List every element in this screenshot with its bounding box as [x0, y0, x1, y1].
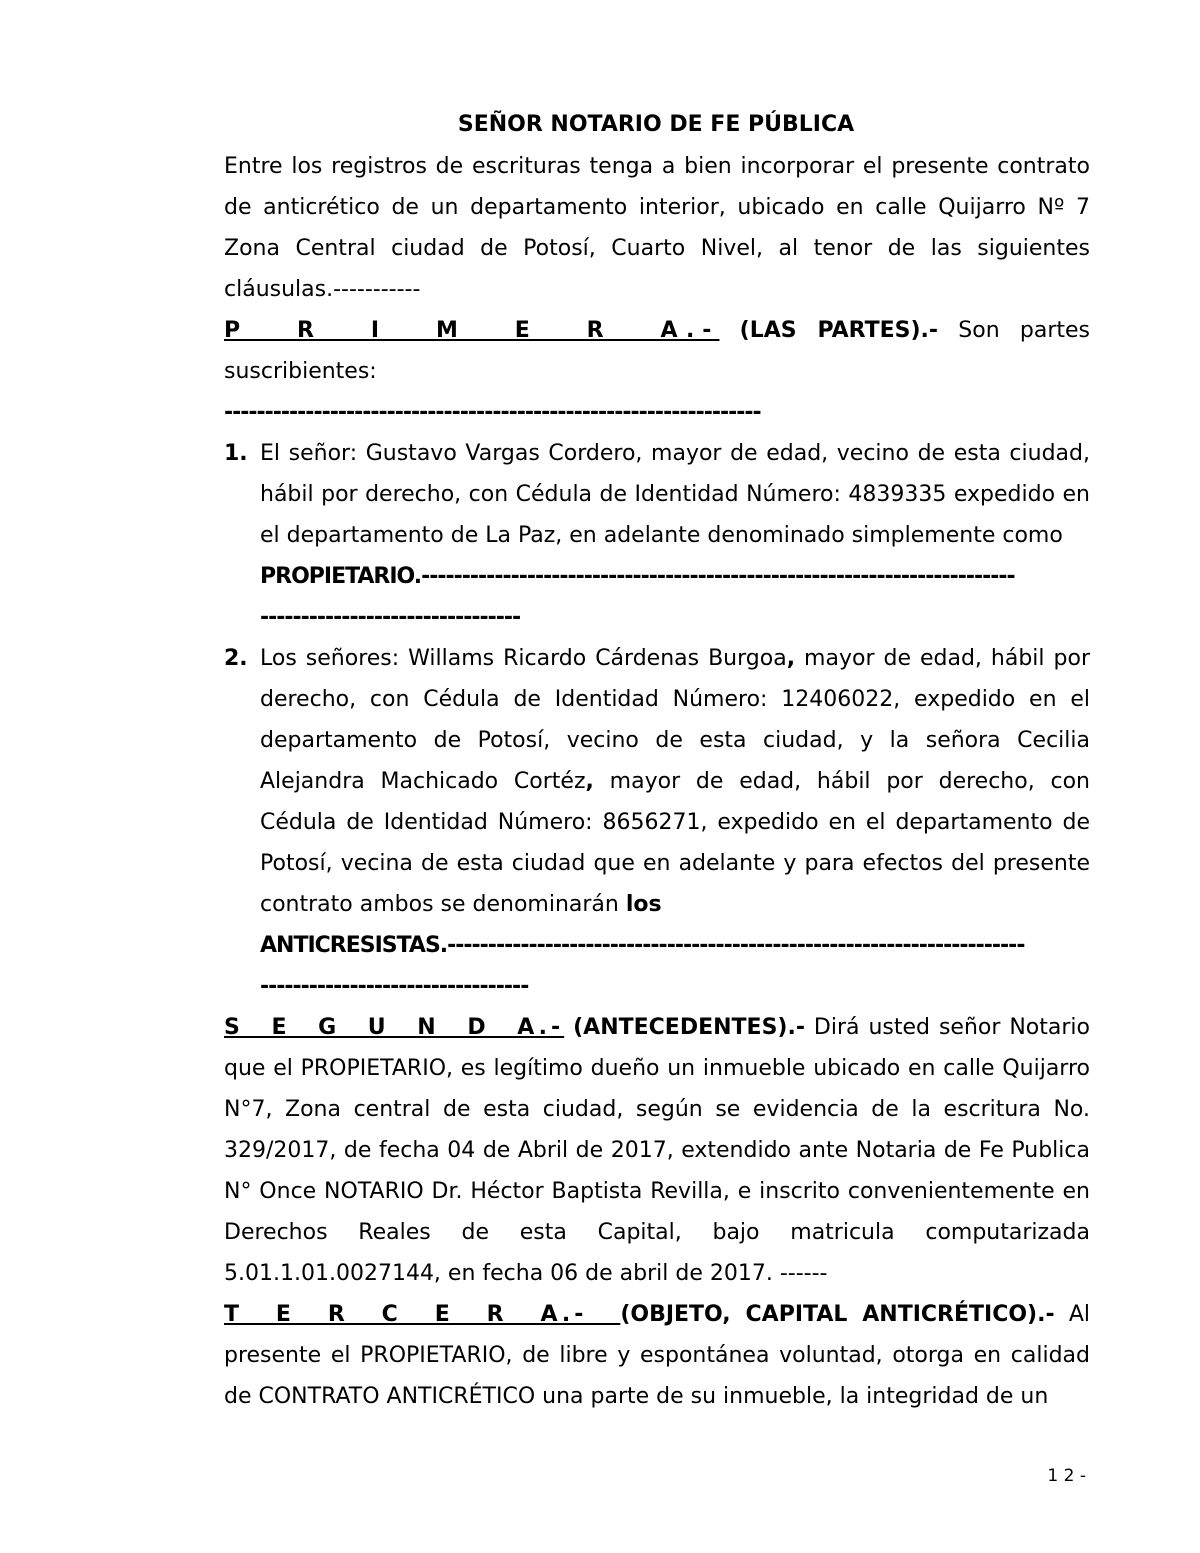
- party-2-description: mayor de edad, hábil por derecho, con Cédula de Identidad Número: 12406022, expedido en el departamento de Potosí, vecino de esta ciudad, y la señora Cecilia Alejandra Machicado Cortéz: [260, 646, 1090, 794]
- party-2-role: ANTICRESISTAS: [260, 933, 440, 958]
- clause-tercera: [224, 1294, 1090, 1417]
- party-item-text: Los señores: Willams Ricardo Cárdenas Burgoa, mayor de edad, hábil por derecho, con Cédula de Identidad Número: 12406022, expedido en el departamento de Potosí, vecino de esta ciudad, y la señora Cecilia Alejandra Machicado Cortéz, mayor de edad, hábil por derecho, con Cédula de Identidad Número: 8656271, expedido en el departamento de Potosí, vecina de esta ciudad que en adelante y para efectos del presente contrato ambos se denominarán los: [260, 646, 1090, 917]
- clause-tercera-subtitle: (OBJETO, CAPITAL ANTICRÉTICO).-: [620, 1302, 1055, 1327]
- party-1-description: El señor: Gustavo Vargas Cordero, mayor de edad, vecino de esta ciudad, hábil por derecho, con Cédula de Identidad Número: 4839335 expedido en el departamento de La Paz, en adelante denominado simplemente como: [260, 441, 1090, 548]
- clause-primera-text: Son partes suscribientes:: [224, 318, 1090, 384]
- party-item-2: [224, 638, 1090, 1007]
- clause-primera-subtitle: (LAS PARTES).-: [739, 318, 939, 343]
- party-2-dashes: .-----------------------------------------------------------------------: [439, 933, 1025, 958]
- document-title: SEÑOR NOTARIO DE FE PÚBLICA: [457, 112, 855, 137]
- party-2-dashes-2: ---------------------------------: [260, 974, 529, 999]
- clause-segunda-subtitle: (ANTECEDENTES).-: [573, 1015, 805, 1040]
- party-1-role-line: [260, 556, 1090, 597]
- clause-primera-dashes: ------------------------------------------------------------------: [224, 400, 761, 425]
- document-body: [224, 146, 1090, 1417]
- clause-tercera-text: Al presente el PROPIETARIO, de libre y espontánea voluntad, otorga en calidad de CONTRATO ANTICRÉTICO una parte de su inmueble, la integridad de un: [224, 1302, 1090, 1409]
- clause-segunda-heading: S E G U N D A.-: [224, 1015, 565, 1040]
- party-1-dashes-2: --------------------------------: [260, 605, 521, 630]
- party-2-role-article: los: [625, 892, 662, 917]
- party-1-dashes: .-------------------------------------------------------------------------: [413, 564, 1015, 589]
- intro-paragraph: Entre los registros de escrituras tenga a bien incorporar el presente contrato de anticrético de un departamento interior, ubicado en calle Quijarro Nº 7 Zona Central ciudad de Potosí, Cuarto Nivel, al tenor de las siguientes cláusulas.-----------: [224, 154, 1090, 302]
- party-2-name: Los señores: Willams Ricardo Cárdenas Burgoa: [260, 646, 787, 671]
- page-number: 1 2 -: [1047, 1466, 1086, 1486]
- party-item-number: 1.: [224, 441, 248, 466]
- party-item-1: [224, 433, 1090, 638]
- party-item-number: 2.: [224, 646, 248, 671]
- party-1-role: PROPIETARIO: [260, 564, 414, 589]
- clause-segunda-text: Dirá usted señor Notario que el PROPIETARIO, es legítimo dueño un inmueble ubicado en calle Quijarro N°7, Zona central de esta ciudad, según se evidencia de la escritura No. 329/2017, de fecha 04 de Abril de 2017, extendido ante Notaria de Fe Publica N° Once NOTARIO Dr. Héctor Baptista Revilla, e inscrito convenientemente en Derechos Reales de esta Capital, bajo matricula computarizada 5.01.1.01.0027144, en fecha 06 de abril de 2017. ------: [224, 1015, 1090, 1286]
- party-2-description-2: mayor de edad, hábil por derecho, con Cédula de Identidad Número: 8656271, expedido en el departamento de Potosí, vecina de esta ciudad que en adelante y para efectos del presente contrato ambos se denominarán: [260, 769, 1090, 917]
- clause-primera-heading-line: [224, 310, 1090, 392]
- clause-segunda: [224, 1007, 1090, 1294]
- clause-primera-heading: P R I M E R A.-: [224, 318, 720, 343]
- party-item-text: [260, 433, 1090, 556]
- party-2-role-line: [260, 925, 1090, 966]
- clause-tercera-heading: T E R C E R A.-: [224, 1302, 621, 1327]
